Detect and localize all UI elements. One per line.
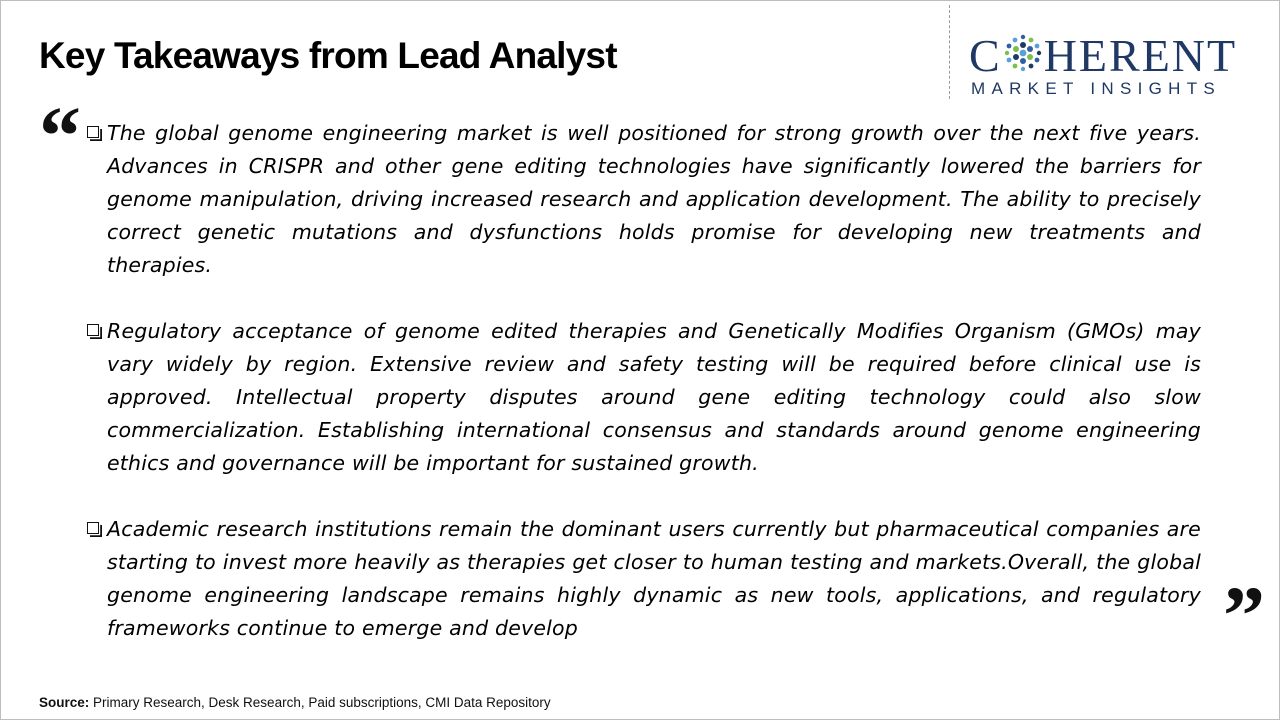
list-item: [87, 513, 1201, 645]
checkbox-bullet-icon: [87, 324, 99, 336]
takeaway-text: The global genome engineering market is well positioned for strong growth over the next five years. Advances in CRISPR and other gene editing technologies have significantly lowered the barriers for genome manipulation, driving increased research and application development. The ability to precisely correct genetic mutations and dysfunctions holds promise for developing new treatments and therapies.: [107, 121, 1201, 277]
list-item: [87, 315, 1201, 480]
quote-open-icon: “: [39, 90, 81, 183]
source-label: Source:: [39, 695, 90, 710]
quote-close-icon: ”: [1223, 570, 1265, 663]
header-divider: [949, 5, 950, 99]
logo-word-prefix: C: [969, 30, 1002, 81]
takeaways-list: [87, 117, 1201, 678]
logo-wordmark: [969, 31, 1237, 81]
checkbox-bullet-icon: [87, 126, 99, 138]
logo-subtitle: MARKET INSIGHTS: [971, 79, 1222, 98]
list-item: [87, 117, 1201, 282]
logo-word-suffix: HERENT: [1043, 30, 1238, 81]
logo-dot-mark-icon: [1003, 33, 1043, 73]
source-note: [39, 695, 551, 710]
takeaway-text: Academic research institutions remain the dominant users currently but pharmaceutical companies are starting to invest more heavily as therapies get closer to human testing and markets.Overall, the global genome engineering landscape remains highly dynamic as new tools, applications, and regulatory frameworks continue to emerge and develop: [107, 517, 1201, 640]
company-logo: [969, 31, 1265, 101]
checkbox-bullet-icon: [87, 522, 99, 534]
page-title: Key Takeaways from Lead Analyst: [39, 35, 617, 76]
source-text: Primary Research, Desk Research, Paid subscriptions, CMI Data Repository: [89, 695, 551, 710]
takeaway-text: Regulatory acceptance of genome edited therapies and Genetically Modifies Organism (GMOs) may vary widely by region. Extensive review and safety testing will be required before clinical use is approved. Intellectual property disputes around gene editing technology could also slow commercialization. Establishing international consensus and standards around genome engineering ethics and governance will be important for sustained growth.: [107, 319, 1201, 475]
